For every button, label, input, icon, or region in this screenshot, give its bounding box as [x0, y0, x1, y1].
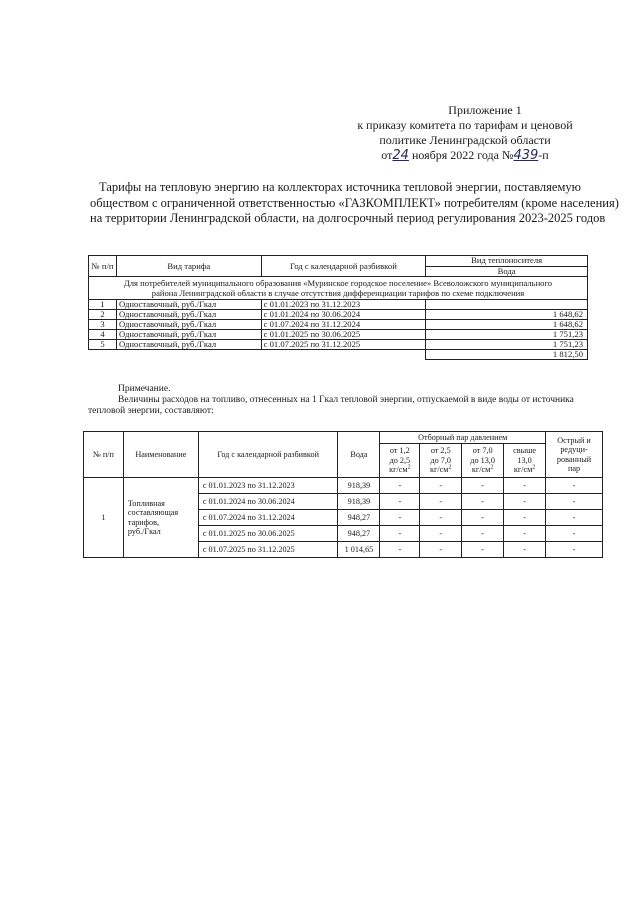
- note-text-cont: тепловой энергии, составляют:: [88, 406, 214, 416]
- row-num: 1: [89, 300, 117, 310]
- row-value: 1 751,23: [426, 340, 588, 350]
- row-period: с 01.01.2025 по 30.06.2025: [198, 526, 338, 542]
- row-period: с 01.01.2024 по 30.06.2024: [198, 494, 338, 510]
- table-row: с 01.01.2024 по 30.06.2024 918,39 - - - - -: [84, 494, 603, 510]
- section-caption: [89, 277, 588, 300]
- appendix-block: [350, 103, 580, 163]
- section-line: района Ленинградской области в случае отсутствия дифференциации тарифов по схеме подключения: [151, 288, 525, 298]
- date-prefix: от: [381, 148, 393, 162]
- tariff-table-header-row: [89, 256, 588, 267]
- row-period: с 01.07.2025 по 31.12.2025: [198, 542, 338, 558]
- table-row: [89, 320, 588, 330]
- header-period: Год с календарной разбивкой: [261, 256, 426, 277]
- row-water: 1 014,65: [338, 542, 380, 558]
- row-value: 1 751,23: [426, 330, 588, 340]
- row-water: 948,27: [338, 526, 380, 542]
- fuel-table-header-row: [84, 432, 603, 444]
- note-title: Примечание.: [118, 384, 171, 394]
- fuel-cost-table: [83, 431, 603, 558]
- table-row: [89, 340, 588, 350]
- row-value: 1 648,62: [426, 310, 588, 320]
- header-pressure-2: от 2,5 до 7,0 $кг/см^2$: [420, 444, 462, 478]
- title-line: обществом с ограниченной ответственностью «ГАЗКОМПЛЕКТ» потребителям (кроме населения): [90, 195, 619, 210]
- appendix-date: [350, 148, 580, 163]
- header-pressure-1: от 1,2 до 2,5 $кг/см^2$: [380, 444, 420, 478]
- tariff-table-section-row: [89, 277, 588, 300]
- table-row: 1 Топливная составляющая тарифов, руб./Гкал с 01.01.2023 по 31.12.2023 918,39 - - - - -: [84, 478, 603, 494]
- row-num: 2: [89, 310, 117, 320]
- row-value-extra: 1 812,50: [426, 350, 588, 360]
- table-row: [89, 330, 588, 340]
- row-water: 948,27: [338, 510, 380, 526]
- table-row: [89, 300, 588, 310]
- row-type: Одноставочный, руб./Гкал: [116, 340, 261, 350]
- row-type: Одноставочный, руб./Гкал: [116, 310, 261, 320]
- row-type: Одноставочный, руб./Гкал: [116, 300, 261, 310]
- row-period: с 01.07.2024 по 31.12.2024: [261, 320, 426, 330]
- table-row: [89, 350, 588, 360]
- appendix-line: к приказу комитета по тарифам и ценовой: [357, 118, 573, 132]
- row-num: 1: [84, 478, 124, 558]
- note-block: [88, 384, 608, 417]
- header-water: Вода: [338, 432, 380, 478]
- row-value: 1 648,62: [426, 320, 588, 330]
- header-tariff-type: Вид тарифа: [116, 256, 261, 277]
- row-period: с 01.01.2023 по 31.12.2023: [198, 478, 338, 494]
- header-num: № п/п: [84, 432, 124, 478]
- appendix-line: политике Ленинградской области: [379, 133, 551, 147]
- date-day-handwritten: 24: [392, 148, 409, 163]
- table-row: с 01.01.2025 по 30.06.2025 948,27 - - - - -: [84, 526, 603, 542]
- row-water: 918,39: [338, 494, 380, 510]
- row-period: с 01.01.2024 по 30.06.2024: [261, 310, 426, 320]
- header-pressure-3: от 7,0 до 13,0 $кг/см^2$: [462, 444, 504, 478]
- title-line: на территории Ленинградской области, на долгосрочный период регулирования 2023-2025 годов: [90, 211, 606, 225]
- row-value: [426, 300, 588, 310]
- title-line: Тарифы на тепловую энергию на коллекторах источника тепловой энергии, поставляемую: [99, 180, 581, 194]
- header-steam: Отборный пар давлением: [380, 432, 546, 444]
- row-num: 4: [89, 330, 117, 340]
- tariff-table: [88, 255, 588, 360]
- header-water: Вода: [426, 266, 588, 277]
- note-text: Величины расходов на топливо, отнесенных на 1 Гкал тепловой энергии, отпускаемой в виде воды от источника: [118, 395, 574, 405]
- row-period: с 01.07.2025 по 31.12.2025: [261, 340, 426, 350]
- appendix-title: Приложение 1: [448, 103, 522, 117]
- header-num: № п/п: [89, 256, 117, 277]
- order-number-handwritten: 439: [513, 148, 539, 163]
- header-pressure-4: свыше 13,0 $кг/см^2$: [504, 444, 546, 478]
- row-type: Одноставочный, руб./Гкал: [116, 330, 261, 340]
- row-type: Одноставочный, руб./Гкал: [116, 320, 261, 330]
- table-row: с 01.07.2025 по 31.12.2025 1 014,65 - - - - -: [84, 542, 603, 558]
- section-line: Для потребителей муниципального образования «Муринское городское поселение» Всеволожского муниципального: [123, 278, 553, 288]
- header-period: Год с календарной разбивкой: [198, 432, 338, 478]
- order-number-suffix: -п: [538, 148, 549, 162]
- row-name: Топливная составляющая тарифов, руб./Гкал: [123, 478, 198, 558]
- header-sharp-steam: Острый и редуци- рованный пар: [546, 432, 603, 478]
- date-rest: ноября 2022 года №: [411, 148, 514, 162]
- header-name: Наименование: [123, 432, 198, 478]
- row-num: 3: [89, 320, 117, 330]
- row-water: 918,39: [338, 478, 380, 494]
- row-period: с 01.01.2025 по 30.06.2025: [261, 330, 426, 340]
- table-row: [89, 310, 588, 320]
- header-carrier: Вид теплоносителя: [426, 256, 588, 267]
- document-title: [90, 180, 619, 227]
- table-row: с 01.07.2024 по 31.12.2024 948,27 - - - - -: [84, 510, 603, 526]
- row-period: с 01.07.2024 по 31.12.2024: [198, 510, 338, 526]
- row-period: с 01.01.2023 по 31.12.2023: [261, 300, 426, 310]
- row-num: 5: [89, 340, 117, 350]
